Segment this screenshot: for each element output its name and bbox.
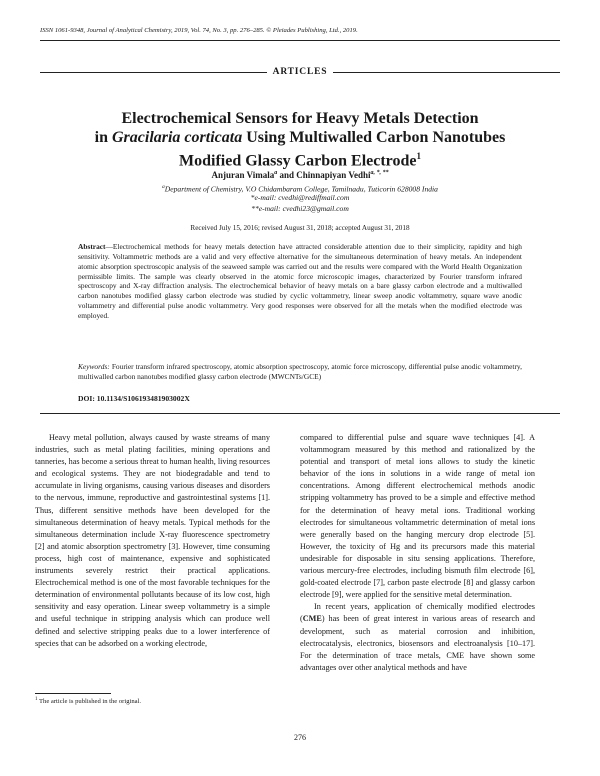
author-2-mark: a, *, ** <box>370 170 389 176</box>
affiliation-mark: a <box>162 184 165 190</box>
keywords-label: Keywords: <box>78 362 110 371</box>
title-line-2-suffix: Using Multiwalled Carbon Nanotubes <box>246 129 506 146</box>
title-line-3 <box>40 147 560 170</box>
footnote-text: The article is published in the original. <box>39 698 142 706</box>
section-heading <box>0 67 600 77</box>
body-paragraph: compared to differential pulse and square wave techniques [4]. A voltammogram measured by this method and rationalized by the potential and transport of metal ions allows to study the kinetic behavior of the ions in solutions in a wide range of metal ion concentrations. Among different electrochemical methods anodic stripping voltammetry has proved to be a simple and effective method for the determination of heavy metal ions. Traditional working electrodes for simultaneous voltammetric determination of metal ions were generally based on the hanging mercury drop electrode [5]. However, the toxicity of Hg and its precursors made this material undesirable for disposable in situ sensing applications. Therefore, various mercury-free electrodes, including bismuth film electrode [6], gold-coated electrode [7], carbon paste electrode [8] and glassy carbon electrode [9], were applied for the sensitive metal determination. <box>300 433 535 600</box>
doi <box>78 394 190 403</box>
article-title <box>40 109 560 170</box>
keywords-text: Fourier transform infrared spectroscopy, atomic absorption spectroscopy, atomic force microscopy, differential pulse anodic voltammetry, multiwalled carbon nanotubes modified glassy carbon electrode (MWCNTs/GCE) <box>78 362 522 381</box>
author-joiner: and <box>279 170 294 180</box>
doi-label: DOI: <box>78 394 95 403</box>
abstract-text: Electrochemical methods for heavy metals detection have attracted considerable attention due to their simplicity, rapidity and high sensitivity. Voltammetric methods are a valid and very effective alternative for the simultaneous determination of heavy metals. An independent atomic absorption spectroscopic analysis of the seaweed sample was carried out and the results were compared with the World Health Organization permissible limits. The sample was clearly observed in the atomic force microscopic images, characterized by Fourier transform infrared spectroscopy and X-ray diffraction analysis. The electrochemical behavior of heavy metals on a bare glassy carbon electrode and a multiwalled carbon nanotubes modified glassy carbon electrode was studied by cyclic voltammetry, linear sweep anodic voltammetry, square wave anodic voltammetry and differential pulse anodic voltammetry. Very good responses were observed for all the metals when the modified electrode was employed. <box>78 242 522 320</box>
body-paragraph <box>300 601 535 674</box>
author-2-name: Chinnapiyan Vedhi <box>296 170 371 180</box>
footnote-rule <box>35 693 111 694</box>
title-line-2 <box>40 128 560 147</box>
page-number: 276 <box>294 733 306 742</box>
footnote-mark: 1 <box>35 697 38 702</box>
section-label: ARTICLES <box>267 67 334 77</box>
cme-abbrev: CME <box>302 614 322 624</box>
affiliation-text: Department of Chemistry, V.O Chidambaram College, Tamilnadu, Tuticorin 628008 India <box>164 184 438 194</box>
body-paragraph-rest: ) has been of great interest in various areas of research and development, such as material corrosion and inhibition, electrocatalysis, electronics, biosensors and electroanalysis [10–17]. For the determination of trace metals, CME have shown some advantages over other analytical methods and have <box>300 614 535 672</box>
abstract-bottom-rule <box>40 413 560 414</box>
keywords <box>78 362 522 382</box>
title-line-3-text: Modified Glassy Carbon Electrode <box>179 152 417 170</box>
abstract-label: Abstract <box>78 242 106 251</box>
header-rule <box>40 40 560 41</box>
author-1-name: Anjuran Vimala <box>211 170 275 180</box>
doi-value[interactable]: 10.1134/S106193481903002X <box>96 394 190 403</box>
email-1: *e-mail: cvedhi@rediffmail.com <box>250 193 350 202</box>
author-list <box>40 170 560 180</box>
footnote <box>35 697 141 705</box>
journal-header: ISSN 1061-9348, Journal of Analytical Chemistry, 2019, Vol. 74, No. 3, pp. 276–285. © Pleiades Publishing, Ltd., 2019. <box>40 27 358 34</box>
author-1-mark: a <box>274 170 278 176</box>
abstract <box>78 242 522 321</box>
title-species: Gracilaria corticata <box>111 129 243 146</box>
body-column-right <box>300 432 535 674</box>
abstract-dash: — <box>105 242 113 251</box>
body-paragraph: Heavy metal pollution, always caused by waste streams of many industries, such as metal plating facilities, mining operations and tanneries, has become a serious threat to human health, living resources and ecological systems. They are not biodegradable and tend to accumulate in living organisms, causing various diseases and disorders to the nervous, immune, reproductive and gastrointestinal systems [1]. Thus, different sensitive methods have been developed for the simultaneous determination of heavy metals. Typical methods for the simultaneous determination include X-ray fluorescence spectrometry [2] and atomic absorption spectrometry [3]. However, time consuming process, high cost of maintenance, expensive and sophisticated instruments severely restrict their practical applications. Electrochemical method is one of the most favorable techniques for the determination of environmental pollutants because of its low cost, high sensitivity and easy operation. Linear sweep voltammetry is a simple and useful technique in stripping analysis which can produce well defined and selective stripping peaks due to a lower interference of species that can be adsorbed on a working electrode, <box>35 433 270 648</box>
title-line-2-prefix: in <box>94 129 108 146</box>
title-footnote-mark: 1 <box>416 151 421 161</box>
received-dates: Received July 15, 2016; revised August 31, 2018; accepted August 31, 2018 <box>190 224 410 232</box>
title-line-1: Electrochemical Sensors for Heavy Metals Detection <box>121 110 479 127</box>
body-column-left <box>35 432 270 650</box>
body-paragraph-start: In recent years, application of chemically modified electrodes ( <box>300 602 535 624</box>
email-2: **e-mail: cvedhi23@gmail.com <box>251 204 349 213</box>
